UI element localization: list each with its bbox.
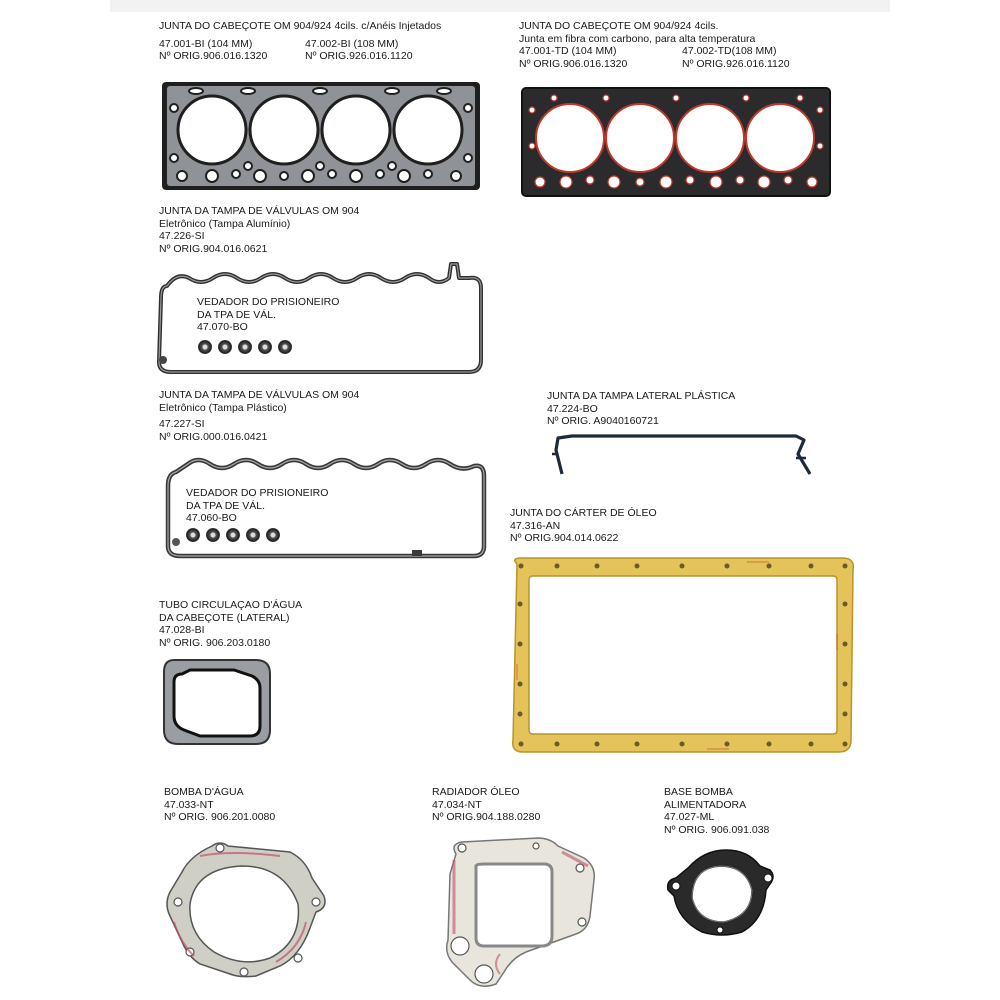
- head-gasket-carbon-image: [520, 86, 832, 198]
- part-number: 47.070-BO: [197, 321, 248, 333]
- feed-pump-gasket-image: [664, 846, 776, 938]
- feed-pump-subtitle: ALIMENTADORA: [664, 798, 747, 811]
- seal-ring: [246, 528, 260, 542]
- top-margin-band: [110, 0, 890, 12]
- original-number: Nº ORIG. 906.091.038: [664, 823, 770, 836]
- original-number: Nº ORIG. A9040160721: [547, 415, 659, 427]
- part-number: 47.001-BI (104 MM): [159, 37, 253, 50]
- water-pump-gasket-image: [160, 838, 328, 980]
- head-gasket-injected-title: JUNTA DO CABEÇOTE OM 904/924 4cils. c/Anéis Injetados: [159, 20, 442, 32]
- head-gasket-injected-image: [160, 78, 482, 192]
- part-number: 47.224-BO: [547, 402, 598, 415]
- seal-ring: [198, 340, 212, 354]
- head-gasket-injected-text: [159, 20, 441, 63]
- stud-seal-2-title: VEDADOR DO PRISIONEIRO: [186, 487, 329, 499]
- stud-seal-2-text: [186, 487, 328, 525]
- original-number: Nº ORIG.926.016.1120: [682, 57, 790, 70]
- part-number: 47.033-NT: [164, 798, 214, 811]
- water-tube-title: TUBO CIRCULAÇAO D'ÁGUA: [159, 599, 303, 611]
- original-number: Nº ORIG.904.016.0621: [159, 242, 268, 255]
- part-number: 47.027-ML: [664, 811, 715, 823]
- original-number: Nº ORIG. 906.201.0080: [164, 811, 276, 823]
- original-number: Nº ORIG. 906.203.0180: [159, 636, 271, 649]
- seal-ring: [226, 528, 240, 542]
- part-number: 47.028-BI: [159, 624, 205, 636]
- original-number: Nº ORIG.904.014.0622: [510, 532, 619, 544]
- stud-seal-2-subtitle: DA TPA DE VÁL.: [186, 499, 265, 512]
- seal-ring: [278, 340, 292, 354]
- seal-ring: [206, 528, 220, 542]
- oil-pan-text: [510, 507, 657, 545]
- part-number: 47.226-SI: [159, 230, 205, 242]
- valve-cover-plastic-text: [159, 389, 359, 443]
- original-number: Nº ORIG.000.016.0421: [159, 430, 268, 443]
- original-number: Nº ORIG.904.188.0280: [432, 811, 541, 823]
- seal-ring: [266, 528, 280, 542]
- feed-pump-title: BASE BOMBA: [664, 786, 733, 798]
- valve-cover-alu-text: [159, 205, 359, 255]
- valve-cover-plastic-title: JUNTA DA TAMPA DE VÁLVULAS OM 904: [159, 389, 360, 401]
- stud-seal-1-subtitle: DA TPA DE VÁL.: [197, 308, 276, 321]
- oil-cooler-text: [432, 786, 540, 824]
- part-number: 47.034-NT: [432, 798, 482, 811]
- water-pump-title: BOMBA D'ÁGUA: [164, 786, 244, 798]
- seal-ring: [258, 340, 272, 354]
- original-number: Nº ORIG.906.016.1320: [519, 57, 628, 70]
- seal-ring: [238, 340, 252, 354]
- part-number: 47.001-TD (104 MM): [519, 45, 617, 57]
- water-pump-text: [164, 786, 275, 824]
- original-number: Nº ORIG.906.016.1320: [159, 50, 268, 62]
- valve-cover-alu-desc: Eletrônico (Tampa Alumínio): [159, 217, 291, 230]
- oil-pan-gasket-image: [507, 554, 859, 756]
- seal-ring: [186, 528, 200, 542]
- head-gasket-carbon-text: [519, 20, 790, 70]
- water-tube-text: [159, 599, 302, 649]
- oil-cooler-gasket-image: [440, 834, 602, 990]
- valve-cover-alu-title: JUNTA DA TAMPA DE VÁLVULAS OM 904: [159, 205, 360, 217]
- water-tube-subtitle: DA CABEÇOTE (LATERAL): [159, 611, 290, 624]
- part-number: 47.060-BO: [186, 512, 237, 524]
- valve-cover-plastic-desc: Eletrônico (Tampa Plástico): [159, 401, 287, 414]
- water-tube-gasket-image: [160, 656, 274, 748]
- oil-cooler-title: RADIADOR ÓLEO: [432, 786, 520, 798]
- part-number: 47.002-BI (108 MM): [305, 37, 399, 50]
- head-gasket-carbon-subtitle: Junta em fibra com carbono, para alta temperatura: [519, 32, 756, 45]
- part-number: 47.227-SI: [159, 418, 205, 430]
- feed-pump-text: [664, 786, 769, 836]
- stud-seal-1-text: [197, 296, 339, 334]
- seal-ring: [218, 340, 232, 354]
- side-cover-title: JUNTA DA TAMPA LATERAL PLÁSTICA: [547, 390, 736, 402]
- part-number: 47.316-AN: [510, 519, 561, 532]
- head-gasket-carbon-title: JUNTA DO CABEÇOTE OM 904/924 4cils.: [519, 20, 719, 32]
- stud-seal-1-title: VEDADOR DO PRISIONEIRO: [197, 296, 340, 308]
- side-cover-text: [547, 390, 735, 428]
- side-cover-gasket-image: [548, 430, 814, 478]
- oil-pan-title: JUNTA DO CÁRTER DE ÓLEO: [510, 507, 657, 519]
- original-number: Nº ORIG.926.016.1120: [305, 50, 413, 62]
- part-number: 47.002-TD(108 MM): [682, 45, 777, 57]
